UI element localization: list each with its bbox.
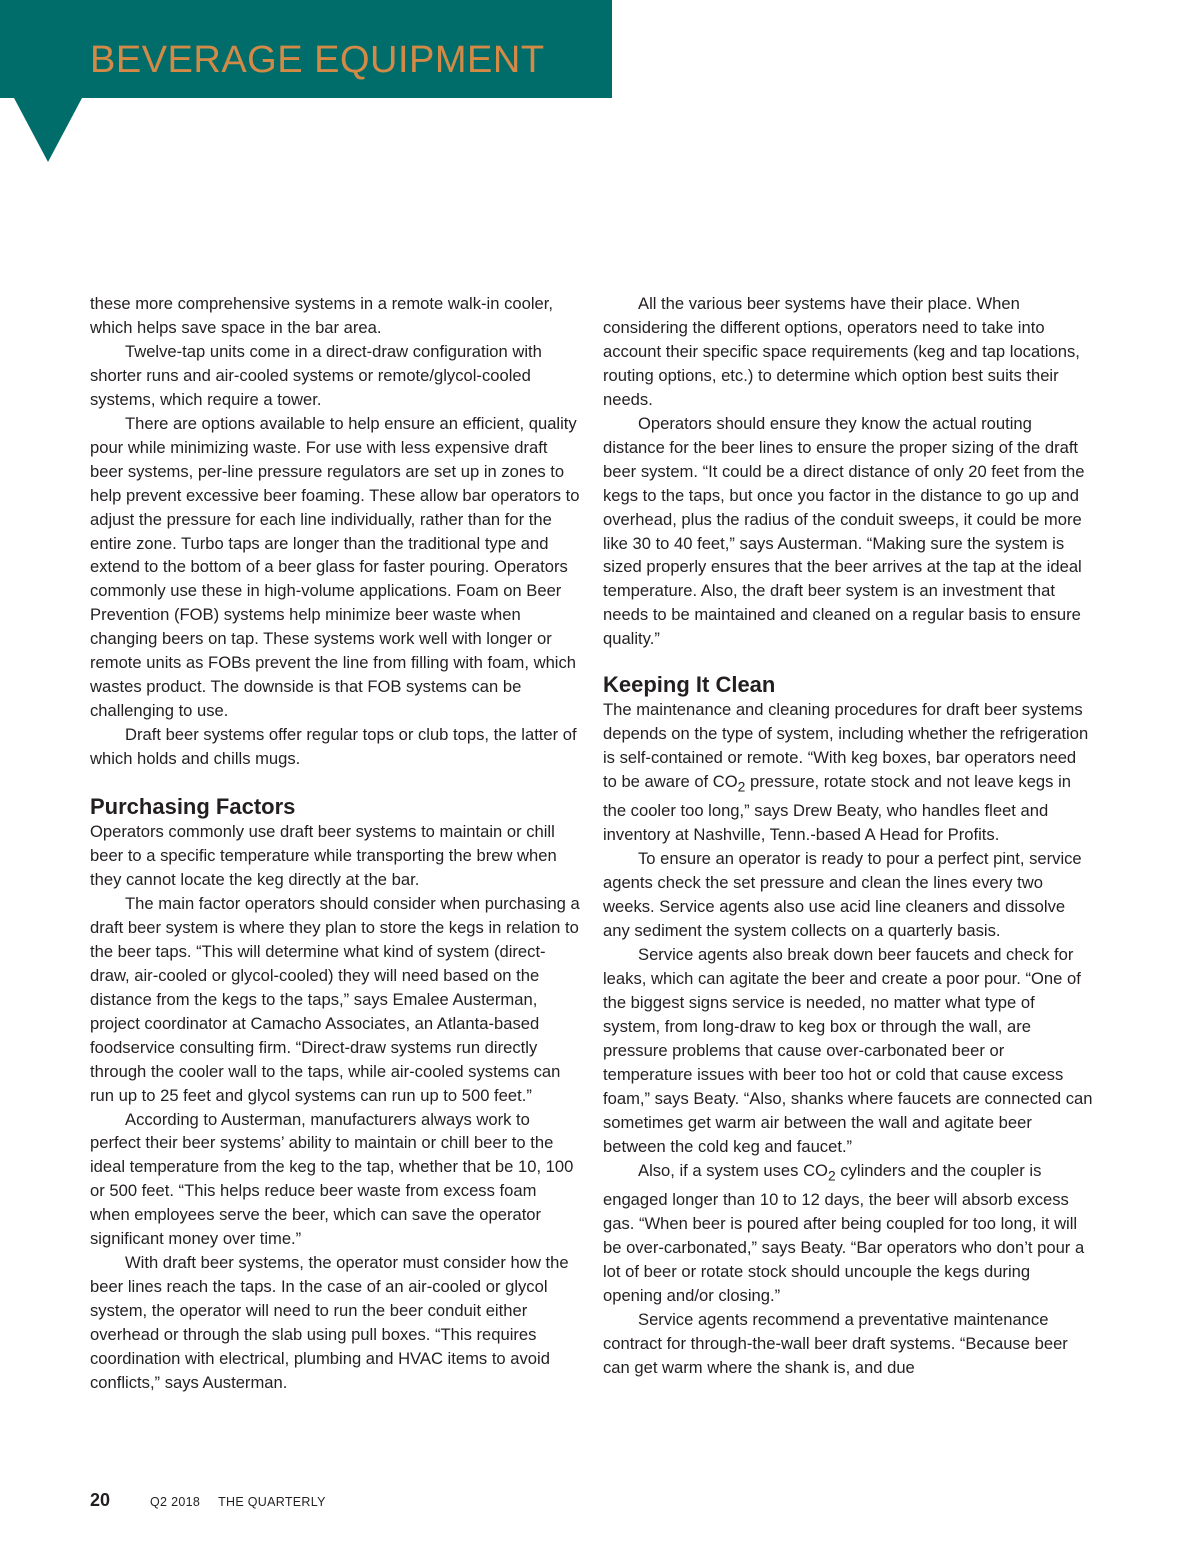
text-run: The maintenance and cleaning procedures for draft beer systems depends on the type of system, including whether the refrigeration is self-contained or remote. “With keg boxes, bar operators need to be aware of CO [603, 700, 1089, 792]
paragraph: Operators commonly use draft beer systems to maintain or chill beer to a specific temperature while transporting the brew when they cannot locate the keg directly at the bar. [90, 822, 557, 889]
paragraph: these more comprehensive systems in a remote walk-in cooler, which helps save space in the bar area. [90, 294, 553, 337]
text-run: pressure, rotate stock and not leave kegs in the cooler too long,” says Drew Beaty, who handles fleet and inventory at Nashville, Tenn.-based A Head for Profits. [603, 772, 1071, 845]
section-title: BEVERAGE EQUIPMENT [90, 39, 545, 81]
paragraph: All the various beer systems have their place. When considering the different options, operators need to take into account their specific space requirements (keg and tap locations, routing options, etc.) to determine which option best suits their needs. [603, 294, 1080, 409]
paragraph: To ensure an operator is ready to pour a perfect pint, service agents check the set pressure and clean the lines every two weeks. Service agents also use acid line cleaners and dissolve any sediment the system collects on a quarterly basis. [603, 849, 1082, 941]
section-heading-keeping-it-clean: Keeping It Clean [603, 672, 776, 698]
left-column [90, 292, 580, 1395]
section-banner [0, 0, 612, 98]
paragraph: Draft beer systems offer regular tops or club tops, the latter of which holds and chills mugs. [90, 725, 577, 769]
text-run: Also, if a system uses CO [638, 1160, 828, 1180]
paragraph: With draft beer systems, the operator must consider how the beer lines reach the taps. In the case of an air-cooled or glycol system, the operator will need to run the beer conduit either overhead or through the slab using pull boxes. “This requires coordination with electrical, plumbing and HVAC items to avoid conflicts,” says Austerman. [90, 1253, 569, 1392]
paragraph [603, 1159, 1093, 1308]
banner-triangle-tab [14, 98, 82, 162]
subscript: 2 [827, 1167, 836, 1184]
paragraph: Service agents also break down beer faucets and check for leaks, which can agitate the beer and create a poor pour. “One of the biggest signs service is needed, no matter what type of system, from long-draw to keg box or through the wall, are pressure problems that cause over-carbonated beer or temperature issues with beer too hot or cold that cause excess foam,” says Beaty. “Also, shanks where faucets are connected can sometimes get warm air between the wall and agitate beer between the cold keg and faucet.” [603, 945, 1093, 1156]
paragraph: According to Austerman, manufacturers always work to perfect their beer systems’ ability to maintain or chill beer to the ideal temperature from the keg to the tap, whether that be 10, 100 or 500 feet. “This helps reduce beer waste from excess foam when employees serve the beer, which can save the operator significant money over time.” [90, 1109, 574, 1249]
paragraph: There are options available to help ensure an efficient, quality pour while minimizing waste. For use with less expensive draft beer systems, per-line pressure regulators are set up in zones to help prevent excessive beer foaming. These allow bar operators to adjust the pressure for each line individually, rather than for the entire zone. Turbo taps are longer than the traditional type and extend to the bottom of a beer glass for faster pouring. Operators commonly use these in high-volume applications. Foam on Beer Prevention (FOB) systems help minimize beer waste when changing beers on tap. These systems work well with longer or remote units as FOBs prevent the line from filling with foam, which wastes product. The downside is that FOB systems can be challenging to use. [90, 413, 580, 721]
subscript: 2 [737, 778, 746, 795]
page-number: 20 [90, 1490, 111, 1510]
text-run: cylinders and the coupler is engaged longer than 10 to 12 days, the beer will absorb excess gas. “When beer is poured after being coupled for too long, it will be over-carbonated,” says Beaty. “Bar operators who don’t pour a lot of beer or rotate stock should uncouple the kegs during opening and/or closing.” [603, 1160, 1085, 1305]
paragraph: The main factor operators should consider when purchasing a draft beer system is where they plan to store the kegs in relation to the beer taps. “This will determine what kind of system (direct-draw, air-cooled or glycol-cooled) they will need based on the distance from the kegs to the taps,” says Emalee Austerman, project coordinator at Camacho Associates, an Atlanta-based foodservice consulting firm. “Direct-draw systems run directly through the cooler wall to the taps, while air-cooled systems can run up to 25 feet and glycol systems can run up to 500 feet.” [90, 893, 580, 1105]
issue-date: Q2 2018 [150, 1495, 201, 1509]
page-footer [90, 1490, 326, 1516]
paragraph [603, 698, 1093, 847]
publication-name: THE QUARTERLY [218, 1495, 326, 1509]
paragraph: Twelve-tap units come in a direct-draw configuration with shorter runs and air-cooled systems or remote/glycol-cooled systems, which require a tower. [90, 341, 542, 409]
paragraph: Service agents recommend a preventative maintenance contract for through-the-wall beer draft systems. “Because beer can get warm where the shank is, and due [603, 1309, 1068, 1377]
paragraph: Operators should ensure they know the actual routing distance for the beer lines to ensure the proper sizing of the draft beer system. “It could be a direct distance of only 20 feet from the kegs to the taps, but once you factor in the distance to go up and overhead, plus the radius of the conduit sweeps, it could be more like 30 to 40 feet,” says Austerman. “Making sure the system is sized properly ensures that the beer arrives at the tap at the ideal temperature. Also, the draft beer system is an investment that needs to be maintained and cleaned on a regular basis to ensure quality.” [603, 413, 1085, 649]
right-column [603, 292, 1093, 1380]
section-heading-purchasing-factors: Purchasing Factors [90, 794, 296, 820]
